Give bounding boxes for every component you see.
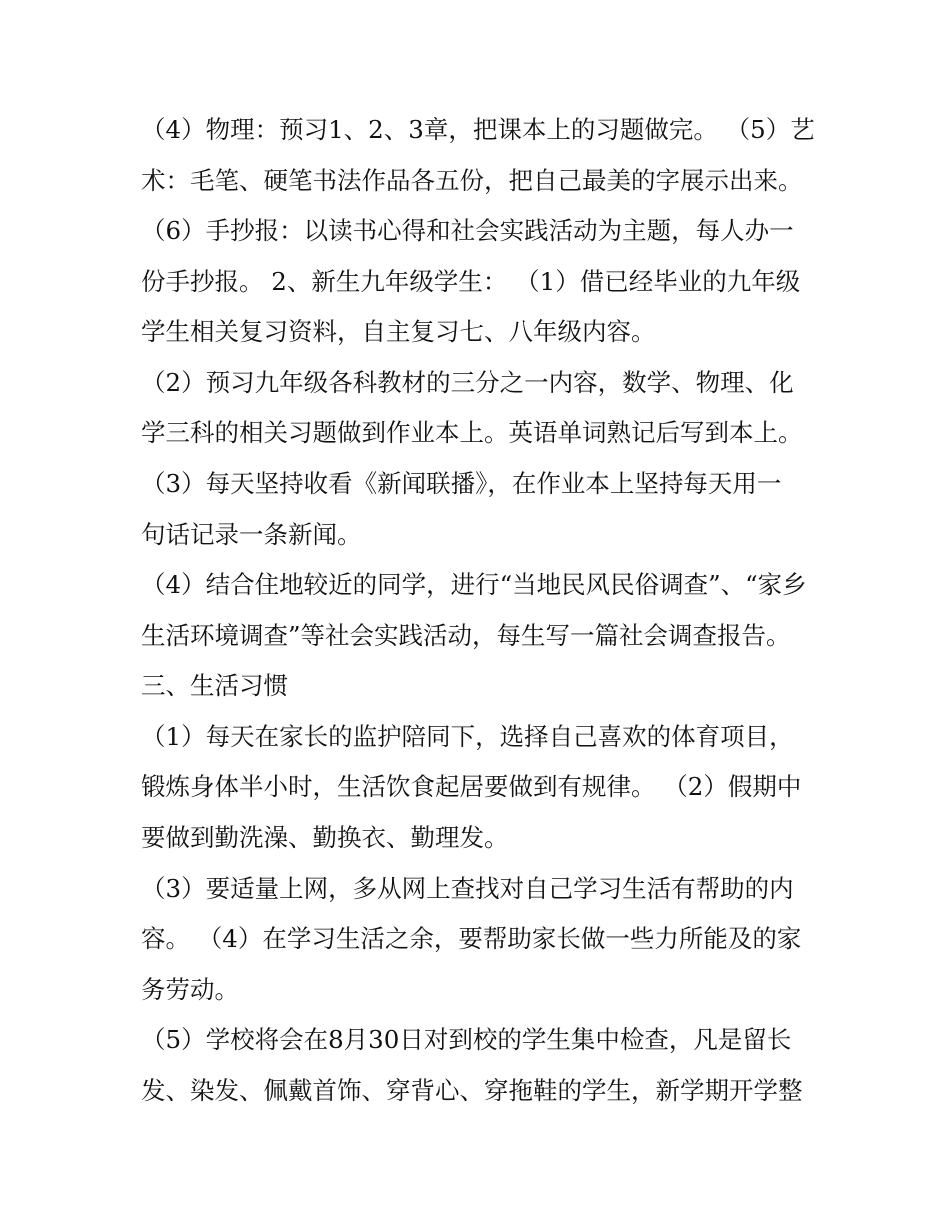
text-line: 术：毛笔、硬笔书法作品各五份，把自己最美的字展示出来。 (141, 166, 803, 195)
text-line: （4）结合住地较近的同学，进行“当地民风民俗调查”、“家乡 (141, 570, 807, 599)
section-heading: 三、生活习惯 (141, 671, 288, 700)
text-line: （4）物理：预习1、2、3章，把课本上的习题做完。 （5）艺 (141, 115, 815, 144)
text-line: 容。 （4）在学习生活之余，要帮助家长做一些力所能及的家 (141, 924, 802, 953)
text-line: （2）预习九年级各科教材的三分之一内容，数学、物理、化 (141, 368, 794, 397)
text-line: （3）要适量上网，多从网上查找对自己学习生活有帮助的内 (141, 874, 794, 903)
text-line: （1）每天在家长的监护陪同下，选择自己喜欢的体育项目， (141, 722, 794, 751)
text-line: 份手抄报。 2、新生九年级学生： （1）借已经毕业的九年级 (141, 267, 801, 296)
text-line: 句话记录一条新闻。 (141, 520, 362, 549)
text-line: 务劳动。 (141, 975, 239, 1004)
text-line: 生活环境调查”等社会实践活动，每生写一篇社会调查报告。 (141, 621, 791, 650)
text-line: （6）手抄报：以读书心得和社会实践活动为主题，每人办一 (141, 216, 794, 245)
text-line: （3）每天坚持收看《新闻联播》，在作业本上坚持每天用一 (141, 469, 782, 498)
text-line: （5）学校将会在8月30日对到校的学生集中检查，凡是留长 (141, 1025, 792, 1054)
text-line: 发、染发、佩戴首饰、穿背心、穿拖鞋的学生，新学期开学整 (141, 1076, 803, 1105)
text-line: 学三科的相关习题做到作业本上。英语单词熟记后写到本上。 (141, 418, 803, 447)
text-line: 锻炼身体半小时，生活饮食起居要做到有规律。 （2）假期中 (141, 772, 802, 801)
text-line: 学生相关复习资料，自主复习七、八年级内容。 (141, 317, 656, 346)
text-line: 要做到勤洗澡、勤换衣、勤理发。 (141, 823, 509, 852)
